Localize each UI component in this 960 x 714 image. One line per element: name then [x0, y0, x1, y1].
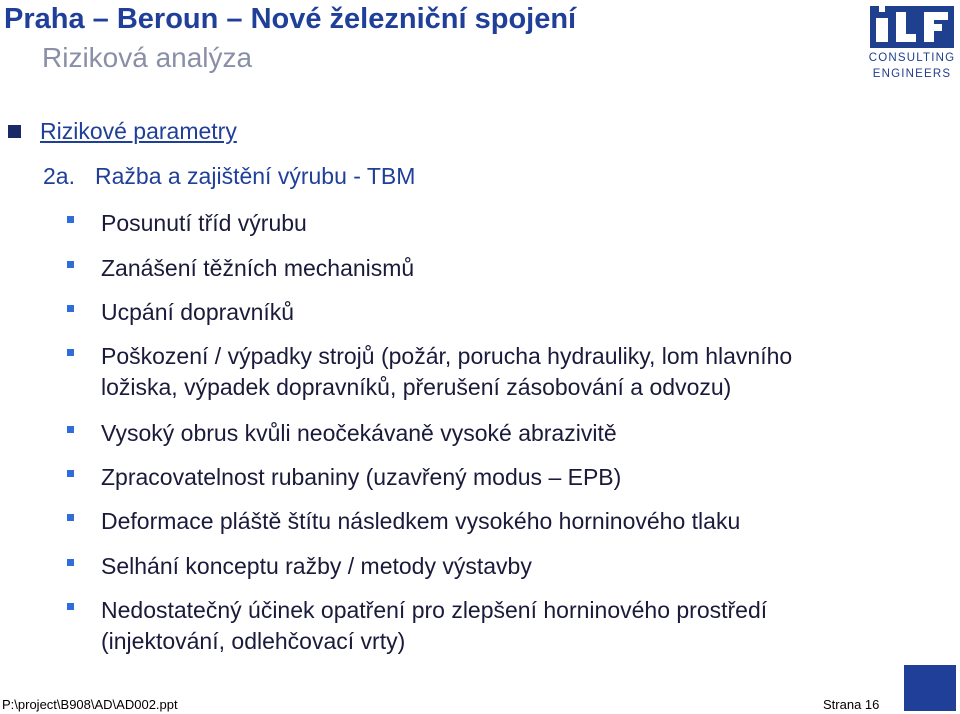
- bullet-square-icon: [67, 261, 74, 268]
- subsection-heading: [43, 163, 415, 190]
- bullet-square-icon: [67, 216, 74, 223]
- corner-decoration: [904, 665, 956, 711]
- square-bullet-icon: [8, 125, 21, 138]
- section-heading: [8, 118, 237, 145]
- footer-page-number: Strana 16: [823, 697, 880, 712]
- list-item-line: (injektování, odlehčovací vrty): [101, 628, 406, 654]
- bullet-square-icon: [67, 349, 74, 356]
- bullet-square-icon: [67, 426, 74, 433]
- bullet-square-icon: [67, 603, 74, 610]
- bullet-square-icon: [67, 305, 74, 312]
- list-item-line: Posunutí tříd výrubu: [101, 210, 307, 236]
- list-item-line: ložiska, výpadek dopravníků, přerušení zásobování a odvozu): [101, 374, 732, 400]
- list-item-line: Ucpání dopravníků: [101, 299, 295, 325]
- footer-file-path: P:\project\B908\AD\AD002.ppt: [2, 697, 178, 712]
- page-title: Praha – Beroun – Nové železniční spojení: [4, 3, 577, 35]
- list-item-line: Deformace pláště štítu následkem vysokého horninového tlaku: [101, 508, 741, 534]
- logo-engineers: ENGINEERS: [872, 68, 952, 80]
- list-item-line: Vysoký obrus kvůli neočekávaně vysoké abrazivitě: [101, 420, 617, 446]
- ilf-logo: [868, 6, 956, 84]
- bullet-square-icon: [67, 470, 74, 477]
- subsection-title: Ražba a zajištění výrubu - TBM: [95, 163, 416, 189]
- list-item-line: Selhání konceptu ražby / metody výstavby: [101, 553, 532, 579]
- section-heading-text: Rizikové parametry: [40, 118, 237, 144]
- ilf-logo-mark: [870, 6, 954, 48]
- subsection-number: 2a.: [43, 163, 75, 189]
- page-subtitle: Riziková analýza: [42, 42, 253, 73]
- list-item-line: Zpracovatelnost rubaniny (uzavřený modus – EPB): [101, 464, 622, 490]
- list-item-line: Zanášení těžních mechanismů: [101, 255, 415, 281]
- bullet-square-icon: [67, 514, 74, 521]
- logo-consulting: CONSULTING: [868, 52, 956, 64]
- bullet-square-icon: [67, 559, 74, 566]
- list-item-line: Nedostatečný účinek opatření pro zlepšení horninového prostředí: [101, 597, 768, 623]
- list-item-line: Poškození / výpadky strojů (požár, porucha hydrauliky, lom hlavního: [101, 343, 793, 369]
